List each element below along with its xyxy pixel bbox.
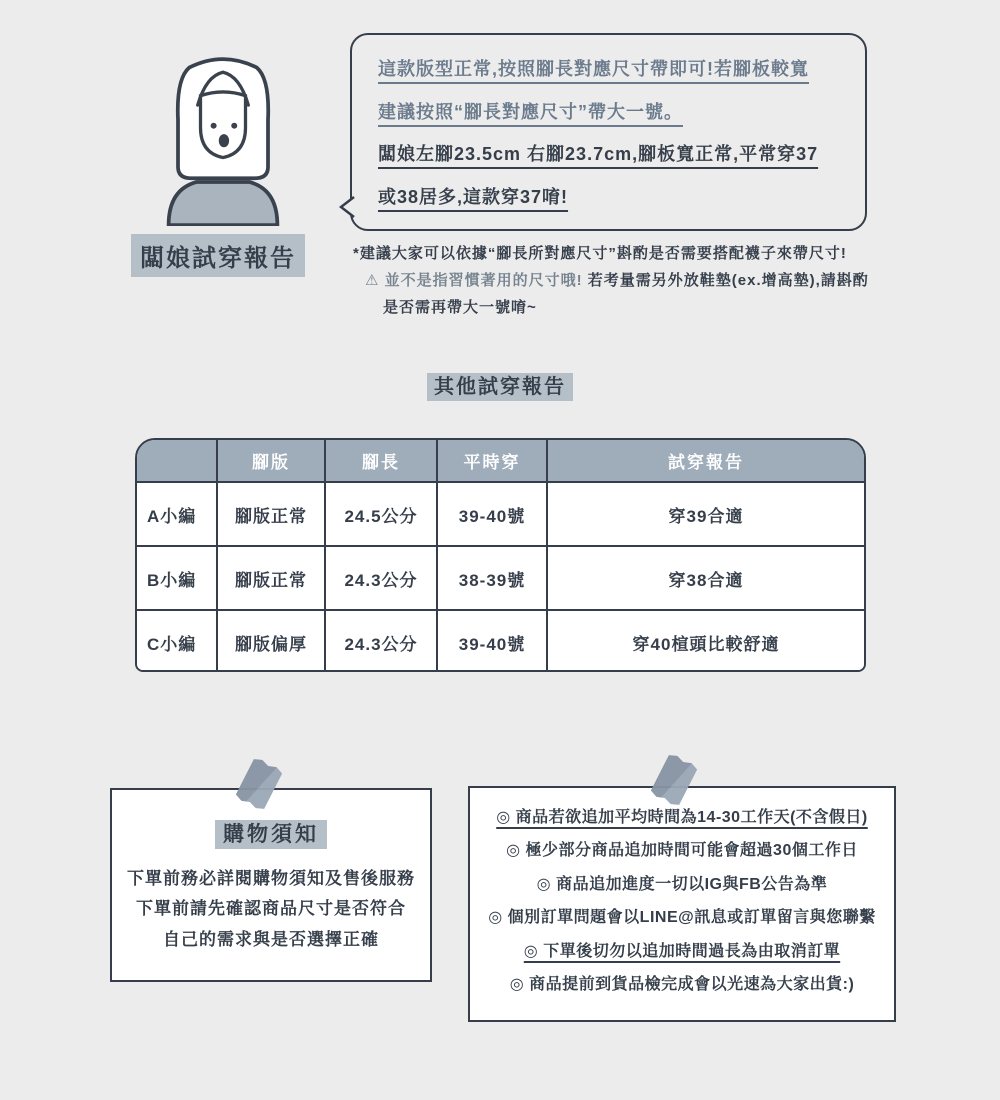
fitting-report-speech-bubble	[350, 33, 867, 231]
sizing-note-line-1: *建議大家可以依據“腳長所對應尺寸”斟酌是否需要搭配襪子來帶尺寸!	[353, 245, 847, 262]
warning-text: ⚠ 並不是指習慣著用的尺寸哦!	[365, 272, 583, 289]
row-b-report: 穿38合適	[547, 546, 864, 610]
shopping-notice-line-2: 下單前請先確認商品尺寸是否符合	[136, 899, 406, 919]
sizing-note-line-3: 是否需再帶大一號唷~	[383, 299, 537, 316]
col-header-foot: 腳版	[217, 440, 325, 482]
shopping-notice-box	[110, 788, 432, 982]
fitting-table	[137, 440, 864, 672]
bubble-line-1: 這款版型正常,按照腳長對應尺寸帶即可!若腳板較寬	[378, 59, 809, 79]
bubble-line-4: 或38居多,這款穿37唷!	[378, 186, 569, 207]
shopping-notice-line-1: 下單前務必詳閱購物須知及售後服務	[127, 869, 415, 888]
addition-notice-item: ◎ 商品追加進度一切以IG與FB公告為準	[536, 875, 828, 893]
shopping-notice-text	[112, 864, 430, 955]
row-a-foot: 腳版正常	[217, 482, 325, 546]
col-header-length: 腳長	[325, 440, 437, 482]
fitting-table-container	[135, 438, 866, 672]
other-reports-title: 其他試穿報告	[0, 370, 1000, 399]
row-a-name: A小編	[137, 482, 217, 546]
sizing-note	[353, 240, 893, 321]
woman-avatar-illustration	[148, 46, 298, 226]
row-b-foot: 腳版正常	[217, 546, 325, 610]
table-row	[137, 482, 864, 546]
table-header-row	[137, 440, 864, 482]
row-a-length: 24.5公分	[325, 482, 437, 546]
table-row	[137, 546, 864, 610]
bubble-line-3: 闆娘左腳23.5cm 右腳23.7cm,腳板寬正常,平常穿37	[378, 144, 819, 165]
col-header-blank	[137, 440, 217, 482]
addition-notice-item: ◎ 極少部分商品追加時間可能會超過30個工作日	[506, 842, 858, 860]
row-c-name: C小編	[137, 610, 217, 672]
fitting-report-label: 闆娘試穿報告	[131, 234, 305, 277]
bubble-line-2: 建議按照“腳長對應尺寸”帶大一號。	[378, 101, 683, 122]
shopping-notice-line-3: 自己的需求與是否選擇正確	[163, 929, 379, 949]
row-b-name: B小編	[137, 546, 217, 610]
sizing-note-line-2b: 若考量需另外放鞋墊(ex.增高墊),請斟酌	[587, 272, 869, 289]
row-c-length: 24.3公分	[325, 610, 437, 672]
row-b-usual: 38-39號	[437, 546, 547, 610]
table-row	[137, 610, 864, 672]
addition-notice-item: ◎ 商品若欲追加平均時間為14-30工作天(不含假日)	[496, 809, 868, 826]
speech-bubble-tail	[339, 195, 355, 219]
row-c-report: 穿40楦頭比較舒適	[547, 610, 864, 672]
row-a-report: 穿39合適	[547, 482, 864, 546]
col-header-report: 試穿報告	[547, 440, 864, 482]
sizing-note-line-2	[353, 267, 893, 294]
shopping-notice-title: 購物須知	[112, 818, 430, 848]
addition-notice-item: ◎ 個別訂單問題會以LINE@訊息或訂單留言與您聯繫	[488, 909, 876, 927]
row-c-foot: 腳版偏厚	[217, 610, 325, 672]
addition-notice-item: ◎ 商品提前到貨品檢完成會以光速為大家出貨:)	[509, 975, 855, 993]
row-a-usual: 39-40號	[437, 482, 547, 546]
woman-avatar-icon	[148, 46, 298, 226]
addition-notice-item: ◎ 下單後切勿以追加時間過長為由取消訂單	[523, 942, 841, 960]
col-header-usual: 平時穿	[437, 440, 547, 482]
row-b-length: 24.3公分	[325, 546, 437, 610]
addition-notice-box	[468, 786, 896, 1022]
row-c-usual: 39-40號	[437, 610, 547, 672]
